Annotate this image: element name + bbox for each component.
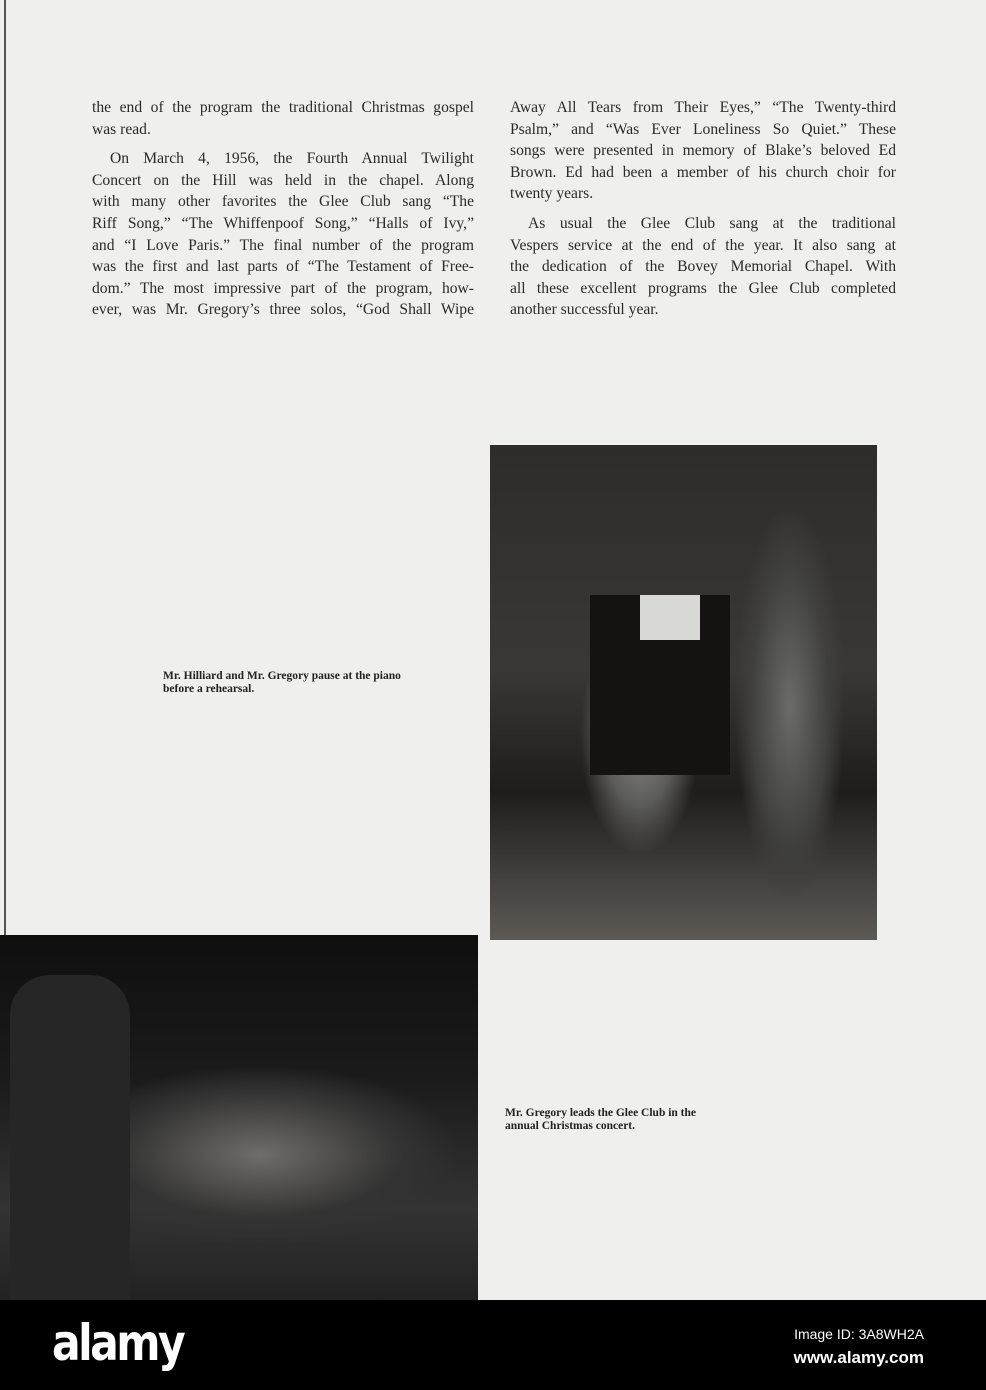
caption-line: Mr. Gregory leads the Glee Club in the (505, 1107, 697, 1119)
piano-photo-caption (163, 670, 473, 696)
text-line: songs were presented in memory of Blake’s beloved Ed (510, 142, 896, 160)
text-line: Brown. Ed had been a member of his church choir for (510, 163, 896, 181)
foreground-figure-shape (10, 975, 130, 1300)
caption-line: Mr. Hilliard and Mr. Gregory pause at the piano (163, 670, 401, 682)
sheet-music-shape (640, 595, 700, 640)
piano-photo (490, 445, 877, 940)
caption-line: before a rehearsal. (163, 683, 255, 695)
text-line: the end of the program the traditional Christmas gospel (92, 99, 474, 116)
concert-photo (0, 935, 478, 1300)
left-text-column (92, 97, 474, 321)
text-line: ever, was Mr. Gregory’s three solos, “God Shall Wipe (92, 301, 474, 319)
text-line: and “I Love Paris.” The final number of the program (92, 236, 474, 254)
text-line: Psalm,” and “Was Ever Loneliness So Quiet.” These (510, 120, 896, 138)
text-line: all these excellent programs the Glee Club completed (510, 279, 896, 297)
text-line: As usual the Glee Club sang at the traditional (528, 214, 896, 232)
watermark-url: www.alamy.com (793, 1348, 924, 1367)
text-line: was the first and last parts of “The Testament of Free- (92, 258, 474, 276)
right-text-column (510, 97, 896, 321)
text-line: Riff Song,” “The Whiffenpoof Song,” “Halls of Ivy,” (92, 214, 474, 232)
watermark-footer (0, 1300, 986, 1390)
text-line: another successful year. (510, 301, 659, 319)
caption-line: annual Christmas concert. (505, 1120, 636, 1132)
text-line: Vespers service at the end of the year. It also sang at (510, 236, 896, 254)
text-line: the dedication of the Bovey Memorial Chapel. With (510, 258, 896, 276)
text-line: with many other favorites the Glee Club sang “The (92, 193, 474, 211)
text-line: On March 4, 1956, the Fourth Annual Twilight (110, 150, 474, 168)
text-line: was read. (92, 120, 151, 138)
image-id: Image ID: 3A8WH2A (794, 1326, 924, 1342)
text-line: Away All Tears from Their Eyes,” “The Twenty-third (510, 99, 896, 116)
concert-photo-caption (505, 1107, 775, 1133)
text-line: Concert on the Hill was held in the chapel. Along (92, 171, 474, 189)
text-line: twenty years. (510, 185, 594, 203)
text-line: dom.” The most impressive part of the program, how- (92, 279, 474, 297)
alamy-logo: alamy (52, 1314, 184, 1372)
